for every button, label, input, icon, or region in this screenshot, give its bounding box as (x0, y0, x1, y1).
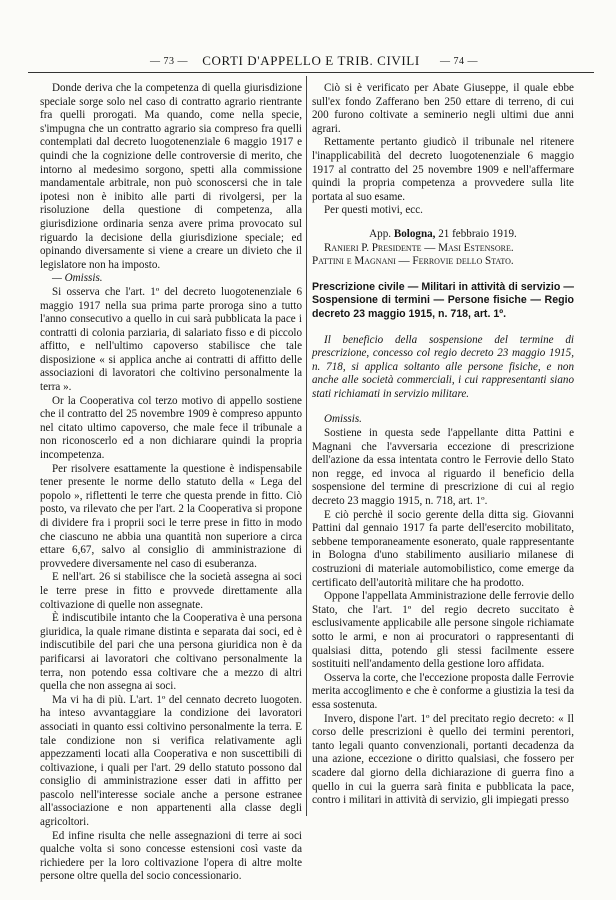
right-page-number: — 74 — (440, 56, 478, 67)
right-paragraph: Osserva la corte, che l'eccezione proposta dalle Ferrovie merita accoglimento e che è conforme a giustizia la tesi da essa sostenuta. (312, 671, 574, 711)
spacer (312, 322, 574, 334)
left-paragraph: Donde deriva che la competenza di quella giurisdizione speciale sorge solo nel caso di contratto agrario rientrante fra quelli prorogati. Ma quando, come nella specie, s'impugna che un contratto agrario sia compreso fra quelli contemplati dal decreto luogotenenziale 6 maggio 1917 e quindi che la cognizione delle controversie di merito, che intorno al medesimo sorgono, spetti alla commissione mandamentale arbitrale, non può sconoscersi che in tale ipotesi non è inibito alle parti di rivolgersi, per la risoluzione della questione di competenza, alla giurisdizione ordinaria senza avere prima provocato sul riguardo la decisione della giurisdizione speciale; ed opinando diversamente si viene a creare un divieto che il legislatore non ha imposto. (40, 82, 302, 271)
left-paragraph: Si osserva che l'art. 1º del decreto luogotenenziale 6 maggio 1917 nella sua prima parte proroga sino a tutto l'anno consecutivo a quello in cui sarà pubblicata la pace i contratti di colonia parziaria, di salariato fisso e di piccolo affitto, e nell'ultimo capoverso stabilisce che tale disposizione « si applica anche ai contratti di affitto delle associazioni di lavoratori che coltivino personalmente la terra ». (40, 285, 302, 394)
spacer (312, 401, 574, 413)
left-paragraph: È indiscutibile intanto che la Cooperativa è una persona giuridica, la quale rimane distinta e separata dai soci, ed è indiscutibile del pari che una persona giuridica non è da parificarsi ai lavoratori che coltivano personalmente la terra, non potendo essa coltivare che a mezzo di altri quella che non assegna ai soci. (40, 612, 302, 693)
right-paragraph: E ciò perchè il socio gerente della ditta sig. Giovanni Pattini dal gennaio 1917 fa parte dell'esercito mobilitato, sebbene temporaneamente esonerato, quale rappresentante in Bologna d'uno stabilimento ausiliario milanese di costruzioni di materiale automobilistico, come emerge da certificato dell'autorità militare che ha prodotto. (312, 508, 574, 589)
omissis-note: — Omissis. (52, 272, 103, 285)
left-page-number: — 73 — (150, 56, 188, 67)
court-prefix: App. (369, 227, 392, 240)
case-summary: Prescrizione civile — Militari in attività di servizio — Sospensione di termini — Persone fisiche — Regio decreto 23 maggio 1915, n. 718, art. 1º. (312, 280, 574, 320)
left-paragraph: Ma vi ha di più. L'art. 1º del cennato decreto luogoten. ha inteso avvantaggiare la condizione dei lavoratori associati in quanto essi coltivino personalmente la terra. E tale condizione non si verifica relativamente agli appezzamenti locati alla Cooperativa e non suscettibili di coltivazione, i quali per l'art. 29 dello statuto possono dal consiglio di amministrazione esser dati in affitto per pascolo nell'interesse sociale anche a persone estranee all'associazione e non appartenenti alla classe degli agricoltori. (40, 693, 302, 829)
left-paragraph: Per risolvere esattamente la questione è indispensabile tener presente le norme dello statuto della « Lega del popolo », riflettenti le terre che questa prende in fitto. Ciò posto, va rilevato che per l'art. 2 la Cooperativa si propone di dividere fra i proprii soci le terre prese in fitto in modo che ciascuno ne abbia una quantità non superiore a circa ettare 6,67, salvo al consiglio di amministrazione di provvedere diversamente nel caso di esuberanza. (40, 462, 302, 570)
court-date: 21 febbraio 1919. (438, 227, 517, 240)
parties-line: Pattini e Magnani — Ferrovie dello Stato. (312, 255, 514, 268)
closing-formula: Per questi motivi, ecc. (324, 204, 423, 217)
right-paragraph: Invero, dispone l'art. 1º del precitato regio decreto: « Il corso delle prescrizioni è quello dei termini perentori, tanto legali quanto convenzionali, portanti decadenza da una azione, eccezione o diritto qualsiasi, che fossero per scadere dal giorno della dichiarazione di guerra fino a quello in cui la guerra sarà finita e pubblicata la pace, contro i militari in attività di servizio, gli impiegati presso (312, 712, 574, 807)
running-title: CORTI D'APPELLO E TRIB. CIVILI (202, 53, 420, 68)
header-rule (28, 72, 594, 73)
omissis-note: Omissis. (324, 413, 362, 426)
right-paragraph: Rettamente pertanto giudicò il tribunale nel ritenere l'inapplicabilità del decreto luogotenenziale 6 maggio 1917 al contratto del 25 novembre 1909 e nell'affermare quindi la propria competenza a provvedere sulla lite portata al suo esame. (312, 136, 574, 203)
left-column (40, 82, 302, 884)
left-paragraph: Or la Cooperativa col terzo motivo di appello sostiene che il contratto del 25 novembre 1909 è compreso appunto nel citato ultimo capoverso, che male fece il tribunale a non riconoscerlo ed a non dichiarare quindi la propria incompetenza. (40, 394, 302, 462)
page-header (28, 52, 594, 72)
court-city: Bologna, (393, 227, 436, 240)
judges-line: Ranieri P. Presidente — Masi Estensore. (324, 241, 514, 254)
spacer (312, 269, 574, 281)
right-column (312, 82, 574, 808)
left-paragraph: E nell'art. 26 si stabilisce che la società assegna ai soci le terre prese in fitto e provvede direttamente alla coltivazione di quelle non assegnate. (40, 571, 302, 611)
left-paragraph: Ed infine risulta che nelle assegnazioni di terre ai soci qualche volta si sono concesse estensioni così vaste da richiedere per la loro coltivazione l'opera di altre molte persone oltre quella del socio concessionario. (40, 829, 302, 883)
right-paragraph: Sostiene in questa sede l'appellante ditta Pattini e Magnani che l'avversaria eccezione di prescrizione dell'azione da essa intentata contro le Ferrovie dello Stato non regge, ed invoca al riguardo il beneficio della sospensione del termine di prescrizione di cui al regio decreto 23 maggio 1915, n. 718, art. 1º. (312, 427, 574, 508)
right-paragraph: Ciò si è verificato per Abate Giuseppe, il quale ebbe sull'ex fondo Zafferano ben 250 ettare di terreno, di cui 200 furono coltivate a seminerio negli ultimi due anni agrari. (312, 82, 574, 135)
column-divider (306, 76, 307, 816)
court-heading (312, 228, 574, 242)
legal-maxim: Il beneficio della sospensione del termine di prescrizione, concesso col regio decreto 23 maggio 1915, n. 718, si applica soltanto alle persone fisiche, e non anche alle società commerciali, i cui rappresentanti siano stati richiamati in servizio militare. (312, 333, 574, 400)
right-paragraph: Oppone l'appellata Amministrazione delle ferrovie dello Stato, che l'art. 1º del regio decreto succitato è esclusivamente applicabile alle persone singole richiamate sotto le armi, e non ai procuratori o rappresentanti di qualsiasi ditta, potendo gli stessi facilmente essere sostituiti nell'andamento della gestione loro affidata. (312, 590, 574, 671)
